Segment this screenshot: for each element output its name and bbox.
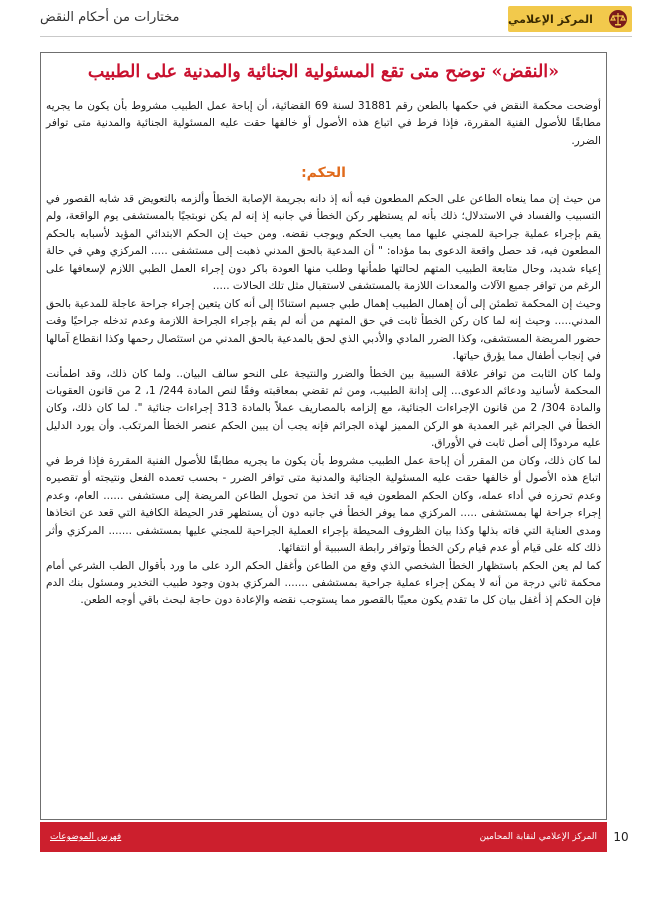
header-logo — [508, 6, 632, 32]
verdict-paragraph: لما كان ذلك، وكان من المقرر أن إباحة عمل الطبيب مشروط بأن يكون ما يجريه مطابقًا للأصول الفنية المقررة فإذا فرط في اتباع هذه الأصول أو خالفها حقت عليه المسئولية الجنائية والمدنية متى توافر الضرر - بحسب تعمده الفعل ونتيجته أو تقصيره وعدم تحرزه في أداء عمله، وكان الحكم المطعون فيه قد اتخذ من تحويل الطاعن المريضة إلى مستشفى ...... العام، وعدم إجراء جراحة لها بمستشفى ..... المركزي مما يوفر الخطأ في جانبه دون أن يستظهر قدر الحيطة الكافية التي قعد عن اتخاذها ومدى العناية التي فاته بذلها وكذا بيان الظروف المحيطة بإجراء العملية الجراحية للمجني عليها بمستشفى ....... المركزي وأثر ذلك كله على قيام أو عدم قيام ركن الخطأ وتوافر رابطة السببية أو انتفائها. — [46, 454, 601, 555]
header-divider — [40, 36, 632, 37]
verdict-paragraph: كما لم يعن الحكم باستظهار الخطأ الشخصي الذي وقع من الطاعن وأغفل الحكم الرد على ما ورد بأقوال الطب الشرعي أمام محكمة ثاني درجة من أنه لا يمكن إجراء عملية جراحية بمستشفى ....... المركزي بدون وجود طبيب التخدير ومسئول بنك الدم فإن الحكم إذ أغفل بيان كل ما تقدم يكون معيبًا بالقصور مما يستوجب نقضه والإعادة دون حاجة لبحث باقي أوجه الطعن. — [46, 559, 601, 607]
header-title: مختارات من أحكام النقض — [40, 10, 180, 25]
footer-credit: المركز الإعلامي لنقابة المحامين — [479, 832, 597, 842]
footer-bar — [40, 822, 607, 852]
logo-text: المركز الإعلامي — [508, 12, 593, 26]
verdict-paragraph: من حيث إن مما ينعاه الطاعن على الحكم المطعون فيه أنه إذ دانه بجريمة الإصابة الخطأ وألزمه بالتعويض قد شابه القصور في التسبيب والفساد في الاستدلال؛ ذلك بأنه لم يستظهر ركن الخطأ في جانبه إذ إنه لم يكن نوبتجيًا بالمستشفى يوم الواقعة، ولم يقم بإجراء عملية جراحية للمجني عليها مما يعيب الحكم ويوجب نقضه. ومن حيث إن الحكم الابتدائي المؤيد لأسبابه بالحكم المطعون فيه، قد حصل واقعة الدعوى بما مؤداه: " أن المدعية بالحق المدني ذهبت إلى مستشفى ..... المركزي وهي في حالة إعياء شديد، وحال متابعة الطبيب المتهم لحالتها طمأنها وطلب منها العودة باكر دون إجراء العمل الطبي اللازم لإسعافها على الرغم من توافر جميع الآلات والمعدات اللازمة بالمستشفى لاستقبال مثل تلك الحالات ..... — [46, 193, 601, 293]
page-number: 10 — [613, 830, 629, 844]
scales-emblem-icon — [608, 9, 628, 29]
verdict-heading: الحكم: — [301, 165, 346, 181]
verdict-paragraph: وحيث إن المحكمة تطمئن إلى أن إهمال الطبيب إهمال طبي جسيم استنادًا إلى أنه كان يتعين إجراء جراحة عاجلة للمدعية بالحق المدني..... وحيث إنه لما كان ركن الخطأ ثابت في حق المتهم من أنه لم يقم بإجراء الجراحة اللازمة وعدم تدخله جراحيًا وقت حضور المريضة المستشفى، وكذا الضرر المادي والأدبي الذي لحق بالمدعية بالحق المدني من استئصال رحمها وكذا انقطاع آمالها في إنجاب أطفال مما يؤرق حياتها. — [46, 297, 601, 363]
table-of-contents-link[interactable]: فهرس الموضوعات — [50, 832, 122, 842]
verdict-body — [46, 191, 601, 610]
article-intro: أوضحت محكمة النقض في حكمها بالطعن رقم 31881 لسنة 69 القضائية، أن إباحة عمل الطبيب مشروط بأن يكون ما يجريه مطابقًا للأصول الفنية المقررة، فإذا فرط في اتباع هذه الأصول أو خالفها حقت عليه المسئولية الجنائية والمدنية متى توافر الضرر. — [46, 100, 601, 147]
article-title: «النقض» توضح متى تقع المسئولية الجنائية والمدنية على الطبيب — [87, 62, 560, 82]
verdict-paragraph: ولما كان الثابت من توافر علاقة السببية بين الخطأ والضرر والنتيجة على النحو سالف البيان.. ولما كان ذلك، وقد اطمأنت المحكمة لأسانيد ودعائم الدعوى... إلى إدانة الطبيب، ومن ثم تقضي بمعاقبته وفقًا لنص المادة 244/ 1، 2 من قانون العقوبات والمادة 304/ 2 من قانون الإجراءات الجنائية، مع إلزامه بالمصاريف عملاً بالمادة 313 إجراءات جنائية ". لما كان ذلك، وكان الخطأ في الجرائم غير العمدية هو الركن المميز لهذه الجرائم فإنه يجب أن يبين الحكم عنصر الخطأ المرتكب. وأن يورد الدليل عليه مردودًا إلى أصل ثابت في الأوراق. — [46, 367, 602, 450]
